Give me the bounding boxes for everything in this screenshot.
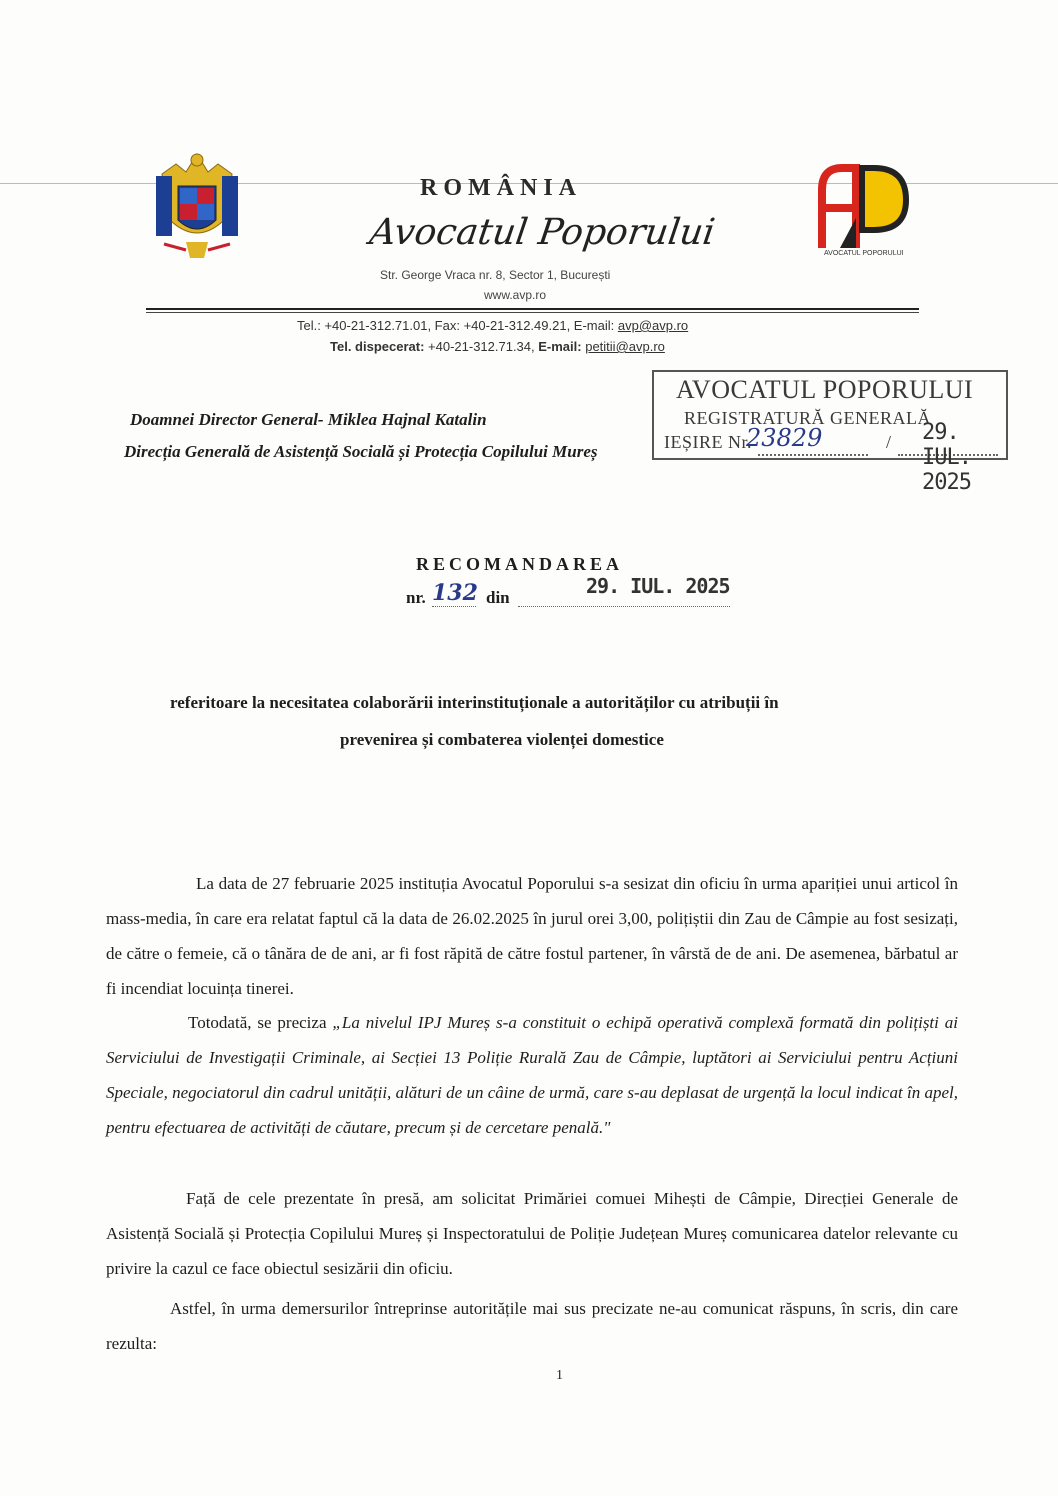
stamp-slash: / xyxy=(886,432,892,452)
stamp-date: 29. IUL. 2025 xyxy=(922,420,971,495)
dispatch-label: Tel. dispecerat: xyxy=(330,339,425,354)
romania-coat-of-arms-icon xyxy=(156,146,238,264)
document-title: RECOMANDAREA xyxy=(416,554,623,574)
body-paragraph-4: Astfel, în urma demersurilor întreprinse autoritățile mai sus precizate ne-au comunicat răspuns, în scris, din care rezulta: xyxy=(106,1299,958,1353)
paragraph-2-intro: Totodată, se preciza xyxy=(188,1013,333,1032)
stamp-registry: REGISTRATURĂ GENERALĂ xyxy=(684,408,931,428)
document-number-line xyxy=(406,574,736,612)
dispatch-phone: +40-21-312.71.34, xyxy=(424,339,539,354)
body-paragraph-1: La data de 27 februarie 2025 instituția Avocatul Poporului s-a sesizat din oficiu în urma apariției unui articol în mass-media, în care era relatat faptul că la data de 26.02.2025 în jurul orei 3,00, polițiștii din Zau de Câmpie au fost sesizați, de către o femeie, că o tânăra de de ani, ar fi fost răpită de către fostul partener, în vârstă de de ani. De asemenea, bărbatul ar fi incendiat locuința tinerei. xyxy=(106,874,958,998)
stamp-exit-label: IEȘIRE Nr. xyxy=(664,432,752,452)
stamp-number-dots xyxy=(758,454,868,456)
petitions-email-link[interactable]: petitii@avp.ro xyxy=(585,339,665,354)
din-dots xyxy=(518,606,730,607)
contacts-line-1 xyxy=(297,318,688,333)
logo-caption: AVOCATUL POPORULUI xyxy=(824,250,904,257)
document-date: 29. IUL. 2025 xyxy=(586,574,730,598)
stamp-exit-number: 23829 xyxy=(746,424,823,452)
subject-line-2: prevenirea și combaterea violenței domestice xyxy=(340,730,664,749)
header-divider xyxy=(146,308,919,310)
petitions-email-label: E-mail: xyxy=(538,339,582,354)
header-divider-thin xyxy=(146,312,919,313)
din-label: din xyxy=(486,588,510,607)
contacts-phone-fax: Tel.: +40-21-312.71.01, Fax: +40-21-312.49.21, E-mail: xyxy=(297,318,618,333)
institution-name: Avocatul Poporului xyxy=(367,212,718,253)
body-paragraph-2 xyxy=(106,1005,958,1145)
nr-dots xyxy=(432,606,476,607)
document-number: 132 xyxy=(432,580,478,606)
addressee-institution: Direcția Generală de Asistență Socială și Protecția Copilului Mureș xyxy=(124,442,598,461)
country-name: ROMÂNIA xyxy=(420,175,582,201)
registry-stamp xyxy=(652,370,1008,495)
contacts-line-2 xyxy=(330,339,665,354)
page-number: 1 xyxy=(556,1368,563,1383)
body-paragraph-3: Față de cele prezentate în presă, am solicitat Primăriei comuei Mihești de Câmpie, Direcției Generale de Asistență Socială și Protecția Copilului Mureș și Inspectoratului de Poliție Județean Mureș comunicarea datelor relevante cu privire la cazul ce face obiectul sesizării din oficiu. xyxy=(106,1189,958,1278)
nr-label: nr. xyxy=(406,588,426,607)
avocatul-poporului-logo xyxy=(812,160,912,260)
subject-line-1: referitoare la necesitatea colaborării interinstituționale a autorităților cu atribuții în xyxy=(170,693,779,712)
institution-address: Str. George Vraca nr. 8, Sector 1, București xyxy=(380,268,611,282)
addressee-name: Doamnei Director General- Miklea Hajnal Katalin xyxy=(130,410,487,429)
email-link[interactable]: avp@avp.ro xyxy=(617,318,689,333)
institution-website: www.avp.ro xyxy=(484,288,547,302)
press-quote: „La nivelul IPJ Mureș s-a constituit o echipă operativă complexă formată din polițiști ai Serviciului de Investigații Criminale, ai Secției 13 Poliție Rurală Zau de Câmpie, luptători ai Serviciului pentru Acțiuni Speciale, negociatorul din cadrul unității, alături de un câine de urmă, care s-au deplasat de urgență la locul indicat în apel, pentru efectuarea de activități de căutare, precum și de cercetare penală." xyxy=(106,1013,958,1137)
stamp-institution: AVOCATUL POPORULUI xyxy=(676,375,974,404)
